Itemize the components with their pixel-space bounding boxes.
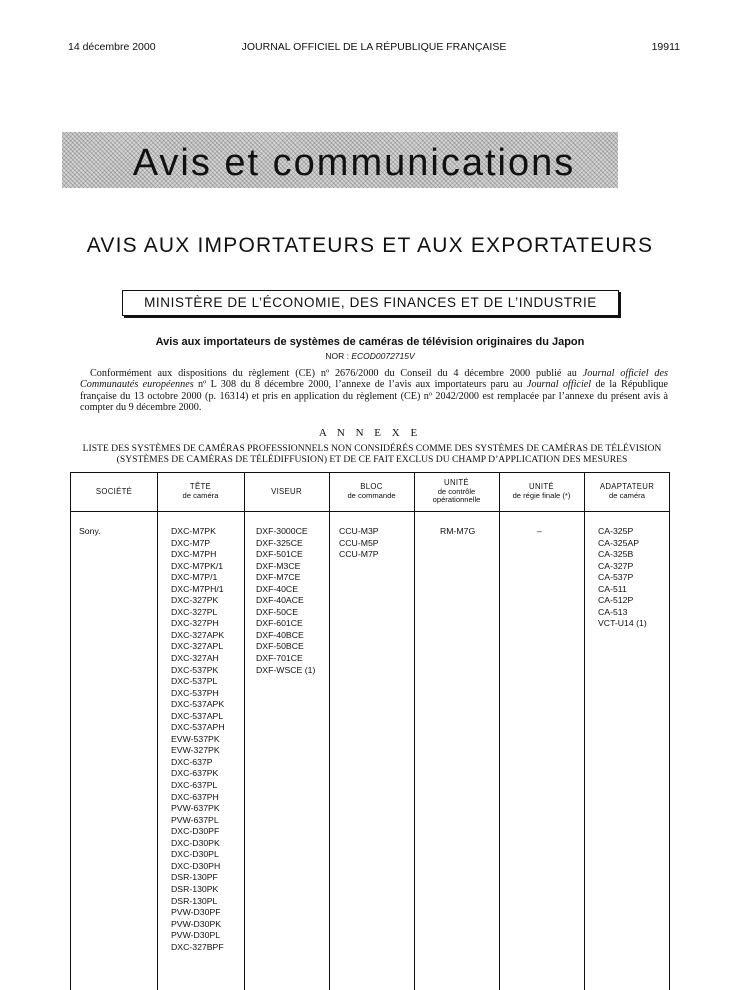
- cell-tete-list: [171, 526, 225, 953]
- model-entry: DXF-50BCE: [256, 641, 304, 652]
- model-entry: DXF-3000CE: [256, 526, 308, 536]
- model-entry: DXC-M7PK/1: [171, 560, 224, 571]
- model-entry: DXC-327APK: [171, 629, 225, 640]
- model-entry: DXC-D30PH: [171, 860, 221, 871]
- model-entry: EVW-327PK: [171, 745, 220, 756]
- column-header-adaptateur: ADAPTATEUR de caméra: [599, 482, 655, 500]
- model-entry: DXC-M7P/1: [171, 572, 218, 583]
- model-entry: DXF-40ACE: [256, 595, 304, 606]
- avis-heading: AVIS AUX IMPORTATEURS ET AUX EXPORTATEURS: [86, 234, 654, 257]
- model-entry: DXC-537PH: [171, 687, 219, 698]
- model-entry: VCT-U14 (1): [598, 618, 647, 629]
- model-entry: DSR-130PK: [171, 883, 219, 894]
- model-entry: CA-327P: [598, 560, 634, 571]
- header-date: 14 décembre 2000: [68, 41, 156, 53]
- column-divider: [499, 473, 500, 990]
- column-header-bloc: BLOC de commande: [347, 482, 396, 500]
- model-entry: DXC-D30PL: [171, 849, 219, 860]
- model-entry: EVW-537PK: [171, 733, 220, 744]
- paragraph-emphasis-2: Journal officiel: [526, 379, 592, 391]
- paragraph-part-1: Conformément aux dispositions du règlement (CE) nº 2676/2000 du Conseil du 4 décembre 2000 publié au: [90, 368, 583, 379]
- model-entry: DXF-40CE: [256, 583, 298, 594]
- annexe-list-title: LISTE DES SYSTÈMES DE CAMÉRAS PROFESSIONNELS NON CONSIDÉRÉS COMME DES SYSTÈMES DE CAMÉRAS DE TÉLÉVISION (SYSTÈMES DE CAMÉRAS DE TÉLÉDIFFUSION) ET DE CE FAIT EXCLUS DU CHAMP D’APPLICATION DES MESURES: [82, 443, 662, 465]
- model-entry: DXC-M7P: [171, 537, 211, 548]
- model-entry: CCU-M5P: [339, 537, 379, 548]
- model-entry: CA-325P: [598, 526, 634, 536]
- model-entry: DXC-537APK: [171, 699, 225, 710]
- column-header-unite-regie: UNITÉ de régie finale (*): [512, 482, 571, 500]
- model-entry: PVW-D30PF: [171, 907, 221, 918]
- notice-title: Avis aux importateurs de systèmes de caméras de télévision originaires du Japon: [155, 336, 585, 348]
- model-entry: PVW-637PL: [171, 814, 219, 825]
- model-entry: PVW-D30PK: [171, 918, 222, 929]
- paragraph-part-2: nº L 308 du 8 décembre 2000, l’annexe de l’avis aux importateurs paru au: [193, 379, 527, 391]
- model-entry: DXC-M7PH: [171, 549, 217, 560]
- cell-adaptateur-list: [598, 526, 647, 630]
- model-entry: DXF-WSCE (1): [256, 664, 316, 675]
- model-entry: DXC-637PL: [171, 780, 218, 791]
- column-divider: [329, 473, 330, 990]
- page-header: [68, 41, 680, 57]
- model-entry: DSR-130PL: [171, 895, 218, 906]
- header-journal-title: JOURNAL OFFICIEL DE LA RÉPUBLIQUE FRANÇAISE: [241, 41, 507, 53]
- paragraph-emphasis-1: Journal officiel des Communautés européennes: [80, 368, 668, 391]
- model-entry: DXC-637PK: [171, 768, 219, 779]
- model-entry: DXC-637PH: [171, 791, 219, 802]
- model-entry: DXF-M7CE: [256, 572, 301, 583]
- nor-value: ECOD0072715V: [351, 351, 415, 361]
- model-entry: DXC-D30PK: [171, 837, 220, 848]
- model-entry: CA-325B: [598, 549, 634, 560]
- cell-societe: [79, 526, 101, 538]
- column-header-viseur: VISEUR: [271, 486, 302, 496]
- column-divider: [584, 473, 585, 990]
- cell-unite-controle-list: [440, 526, 475, 538]
- cell-bloc-list: [339, 526, 379, 561]
- nor-label: NOR :: [325, 351, 349, 361]
- model-entry: DXC-327PL: [171, 606, 218, 617]
- cell-viseur-list: [256, 526, 315, 676]
- model-entry: CA-513: [598, 606, 628, 617]
- model-entry: DXC-D30PF: [171, 826, 220, 837]
- model-entry: PVW-637PK: [171, 803, 220, 814]
- model-entry: DXC-327PH: [171, 618, 219, 629]
- header-page-number: 19911: [651, 41, 680, 53]
- model-entry: DXC-537PK: [171, 664, 219, 675]
- notice-paragraph: [80, 368, 668, 414]
- model-entry: DXF-M3CE: [256, 560, 301, 571]
- model-entry: DXC-M7PK: [171, 526, 216, 536]
- model-entry: CCU-M3P: [339, 526, 379, 536]
- model-entry: CCU-M7P: [339, 549, 379, 560]
- model-entry: DXC-537APH: [171, 722, 225, 733]
- cell-unite-regie-list: [537, 526, 542, 538]
- model-entry: DXC-537PL: [171, 676, 218, 687]
- model-entry: DXF-501CE: [256, 549, 303, 560]
- column-header-societe: SOCIÉTÉ: [95, 486, 133, 496]
- model-entry: DXC-327BPF: [171, 941, 224, 952]
- model-entry: DXC-327AH: [171, 653, 219, 664]
- model-entry: DXF-601CE: [256, 618, 303, 629]
- model-entry: PVW-D30PL: [171, 930, 221, 941]
- column-divider: [157, 473, 158, 990]
- nor-reference: [80, 351, 660, 361]
- annexe-title: A N N E X E: [318, 427, 422, 439]
- ministry-box: MINISTÈRE DE L’ÉCONOMIE, DES FINANCES ET DE L’INDUSTRIE: [122, 290, 619, 316]
- model-entry: DXC-327APL: [171, 641, 224, 652]
- column-header-tete: TÊTE de caméra: [182, 482, 219, 500]
- paragraph-part-3: de la République française du 13 octobre 2000 (p. 16314) et pris en application du règlement (CE) nº 2042/2000 est remplacée par l’annexe du présent avis à compter du 9 décembre 2000.: [80, 379, 668, 414]
- model-entry: DXC-327PK: [171, 595, 219, 606]
- model-entry: DXC-M7PH/1: [171, 583, 224, 594]
- model-entry: DXF-701CE: [256, 653, 303, 664]
- model-entry: –: [537, 526, 542, 536]
- model-entry: DXC-537APL: [171, 710, 224, 721]
- section-banner-title: Avis et communications: [132, 142, 576, 184]
- model-entry: DXF-325CE: [256, 537, 303, 548]
- model-entry: DSR-130PF: [171, 872, 218, 883]
- header-divider: [71, 511, 669, 512]
- model-entry: DXC-637P: [171, 756, 213, 767]
- model-entry: CA-325AP: [598, 537, 640, 548]
- column-divider: [244, 473, 245, 990]
- model-entry: CA-537P: [598, 572, 634, 583]
- model-entry: DXF-50CE: [256, 606, 298, 617]
- column-header-unite-controle: UNITÉ de contrôle opérationnelle: [432, 478, 481, 505]
- model-entry: CA-512P: [598, 595, 634, 606]
- model-entry: RM-M7G: [440, 526, 476, 536]
- model-entry: CA-511: [598, 583, 627, 594]
- model-entry: DXF-40BCE: [256, 629, 304, 640]
- company-name: Sony.: [79, 526, 101, 536]
- column-divider: [414, 473, 415, 990]
